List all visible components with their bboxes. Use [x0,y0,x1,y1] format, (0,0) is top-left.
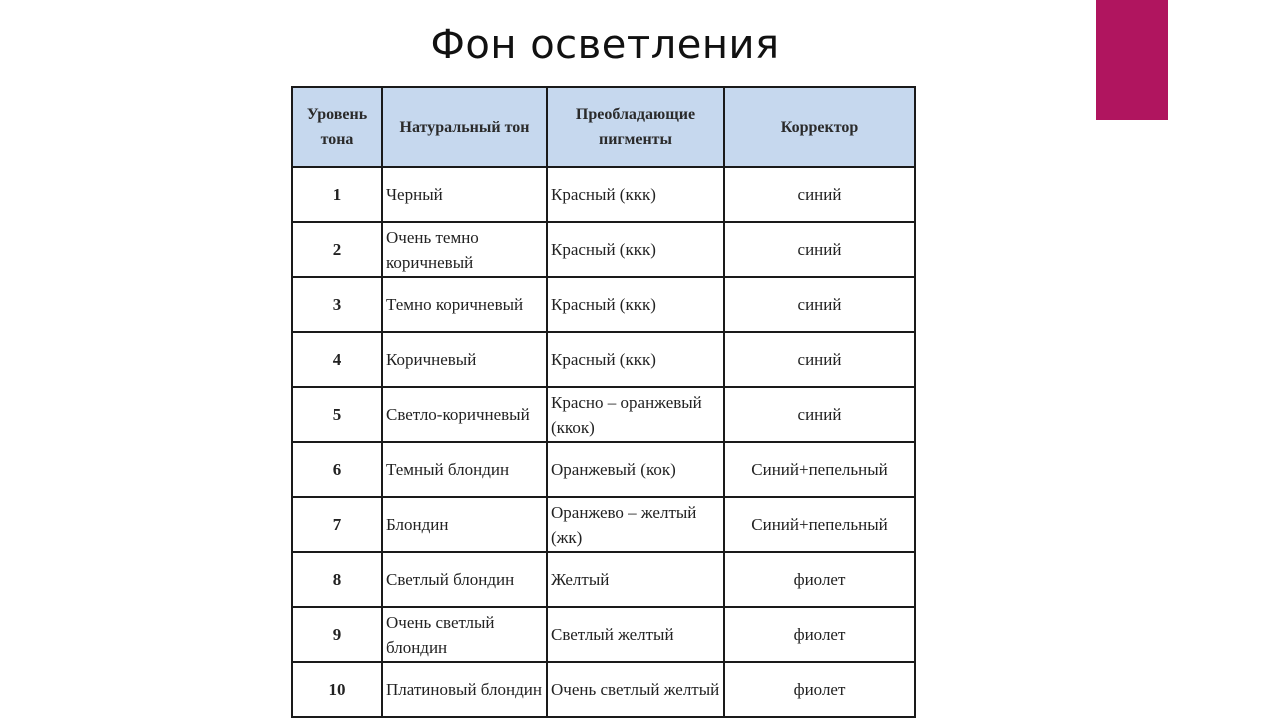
cell-corrector: синий [724,387,915,442]
tone-levels-table [291,86,916,718]
table-header-row [292,87,915,167]
cell-level: 1 [292,167,382,222]
cell-natural: Светлый блондин [382,552,547,607]
cell-natural: Коричневый [382,332,547,387]
header-natural: Натуральный тон [382,87,547,167]
cell-corrector: синий [724,277,915,332]
table-row [292,442,915,497]
table-row [292,222,915,277]
cell-natural: Темный блондин [382,442,547,497]
cell-pigments: Красный (ккк) [547,167,724,222]
cell-natural: Очень темно коричневый [382,222,547,277]
header-level: Уровень тона [292,87,382,167]
header-corrector: Корректор [724,87,915,167]
cell-level: 2 [292,222,382,277]
table-row [292,552,915,607]
cell-corrector: синий [724,332,915,387]
cell-natural: Очень светлый блондин [382,607,547,662]
cell-corrector: Синий+пепельный [724,497,915,552]
table-row [292,662,915,717]
slide-title: Фон осветления [430,22,780,68]
cell-pigments: Оранжевый (кок) [547,442,724,497]
cell-level: 10 [292,662,382,717]
cell-corrector: Синий+пепельный [724,442,915,497]
cell-level: 5 [292,387,382,442]
cell-level: 4 [292,332,382,387]
table-row [292,277,915,332]
cell-pigments: Красный (ккк) [547,222,724,277]
cell-level: 6 [292,442,382,497]
table-row [292,497,915,552]
cell-level: 3 [292,277,382,332]
cell-natural: Светло-коричневый [382,387,547,442]
table-row [292,167,915,222]
cell-natural: Блондин [382,497,547,552]
cell-corrector: фиолет [724,662,915,717]
cell-corrector: синий [724,222,915,277]
cell-pigments: Красный (ккк) [547,332,724,387]
cell-pigments: Красно – оранжевый (ккок) [547,387,724,442]
cell-corrector: синий [724,167,915,222]
cell-level: 7 [292,497,382,552]
cell-pigments: Красный (ккк) [547,277,724,332]
cell-corrector: фиолет [724,607,915,662]
cell-level: 9 [292,607,382,662]
header-pigments: Преобладающие пигменты [547,87,724,167]
cell-level: 8 [292,552,382,607]
table-row [292,387,915,442]
cell-corrector: фиолет [724,552,915,607]
cell-natural: Черный [382,167,547,222]
table-row [292,607,915,662]
table-row [292,332,915,387]
cell-pigments: Светлый желтый [547,607,724,662]
cell-pigments: Желтый [547,552,724,607]
cell-natural: Темно коричневый [382,277,547,332]
cell-pigments: Очень светлый желтый [547,662,724,717]
cell-natural: Платиновый блондин [382,662,547,717]
cell-pigments: Оранжево – желтый (жк) [547,497,724,552]
